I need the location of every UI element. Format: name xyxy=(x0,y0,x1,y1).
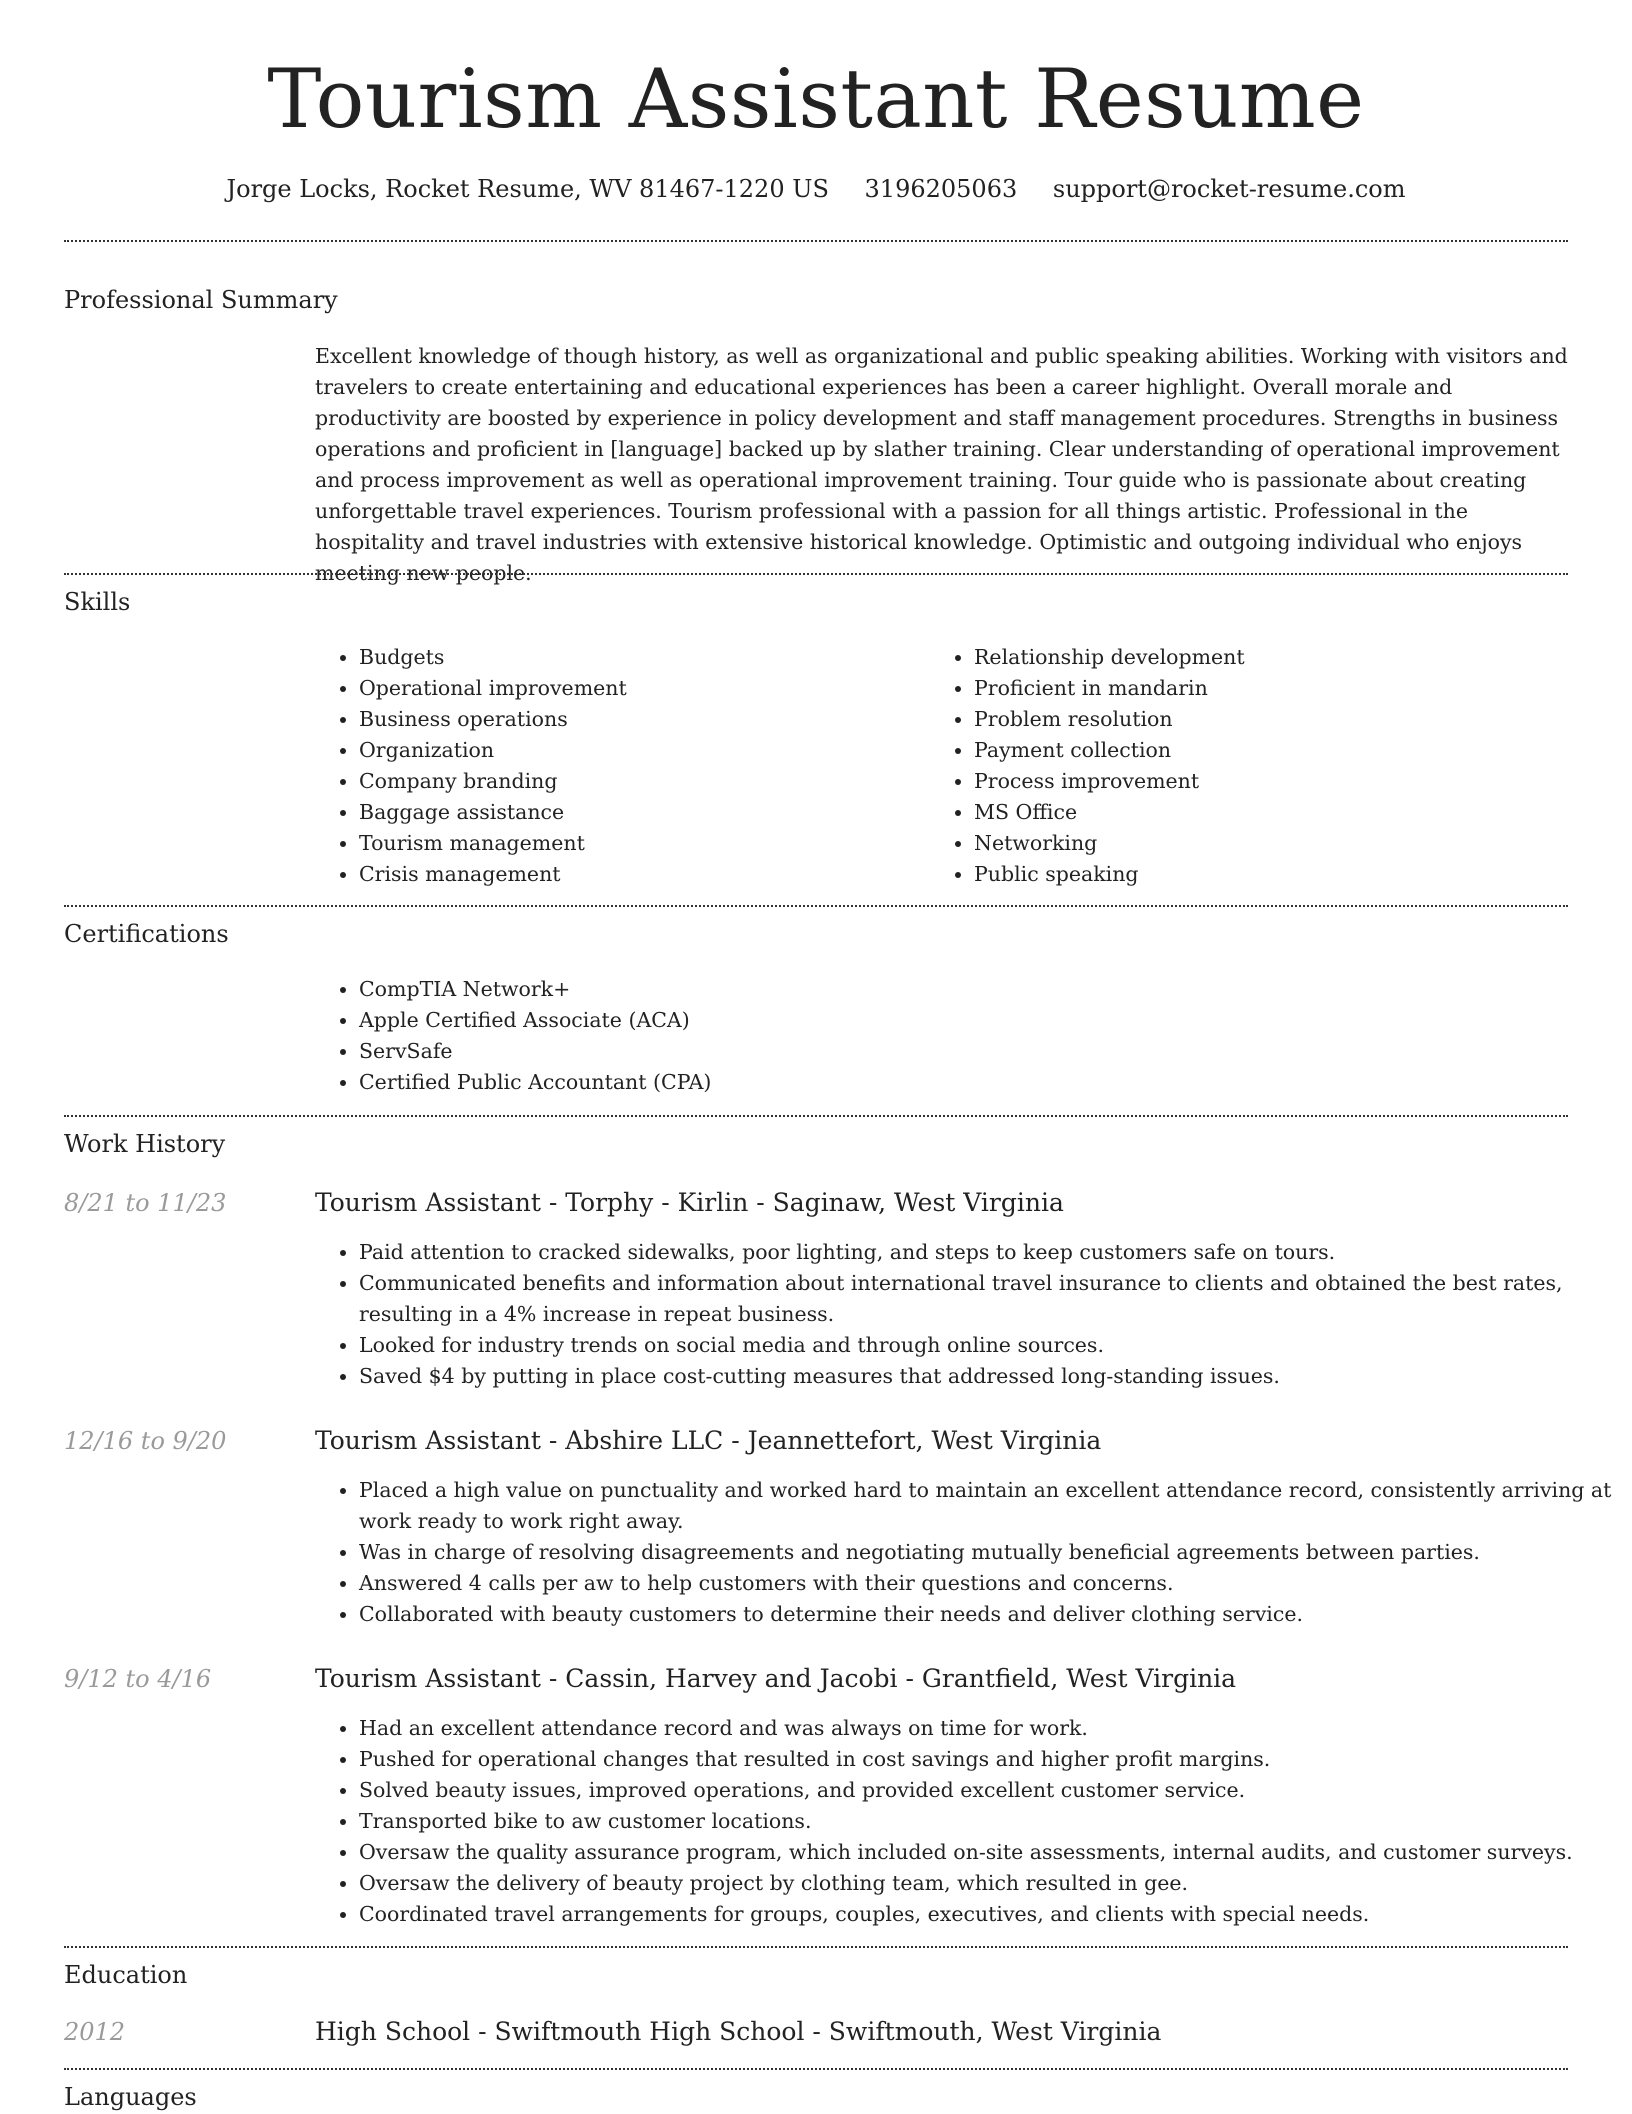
section-title-languages: Languages xyxy=(64,2083,197,2111)
job-bullet: • Had an excellent attendance record and was always on time for work. xyxy=(359,1713,1612,1744)
job-bullet: • Collaborated with beauty customers to determine their needs and deliver clothing service. xyxy=(359,1599,1612,1630)
job-bullet: • Solved beauty issues, improved operations, and provided excellent customer service. xyxy=(359,1775,1612,1806)
divider xyxy=(64,1115,1568,1117)
skill-item: • Company branding xyxy=(359,766,919,797)
contact-phone: 3196205063 xyxy=(864,175,1018,203)
education-entry: High School - Swiftmouth High School - Swiftmouth, West Virginia xyxy=(315,2017,1162,2046)
job-bullet: • Oversaw the delivery of beauty project by clothing team, which resulted in gee. xyxy=(359,1868,1612,1899)
certification-item: • ServSafe xyxy=(359,1036,1359,1067)
section-title-skills: Skills xyxy=(64,588,131,616)
job-bullet: • Saved $4 by putting in place cost-cutting measures that addressed long-standing issues. xyxy=(359,1361,1612,1392)
skill-item: • Operational improvement xyxy=(359,673,919,704)
divider xyxy=(64,1946,1568,1948)
certification-item: • CompTIA Network+ xyxy=(359,974,1359,1005)
job-dates: 8/21 to 11/23 xyxy=(64,1189,227,1217)
section-title-work-history: Work History xyxy=(64,1130,226,1158)
divider xyxy=(64,2068,1568,2070)
divider xyxy=(64,905,1568,907)
job-title: Tourism Assistant - Abshire LLC - Jeannettefort, West Virginia xyxy=(315,1426,1102,1455)
job-bullet: • Transported bike to aw customer locations. xyxy=(359,1806,1612,1837)
skill-item: • Public speaking xyxy=(974,859,1574,890)
contact-line xyxy=(0,172,1632,206)
job-bullets xyxy=(315,1237,1612,1392)
summary-text: Excellent knowledge of though history, as well as organizational and public speaking abilities. Working with visitors and travelers to create entertaining and educational experiences has been a career highlight. Overall morale and productivity are boosted by experience in policy development and staff management procedures. Strengths in business operations and proficient in [language] backed up by slather training. Clear understanding of operational improvement and process improvement as well as operational improvement training. Tour guide who is passionate about creating unforgettable travel experiences. Tourism professional with a passion for all things artistic. Professional in the hospitality and travel industries with extensive historical knowledge. Optimistic and outgoing individual who enjoys meeting new people. xyxy=(315,344,1568,585)
divider xyxy=(64,573,1568,575)
section-title-certifications: Certifications xyxy=(64,920,229,948)
job-dates: 12/16 to 9/20 xyxy=(64,1427,227,1455)
job-bullet: • Was in charge of resolving disagreements and negotiating mutually beneficial agreements between parties. xyxy=(359,1537,1612,1568)
skill-item: • Proficient in mandarin xyxy=(974,673,1574,704)
job-bullet: • Oversaw the quality assurance program, which included on-site assessments, internal audits, and customer surveys. xyxy=(359,1837,1612,1868)
skill-item: • Organization xyxy=(359,735,919,766)
skill-item: • Tourism management xyxy=(359,828,919,859)
skill-item: • Relationship development xyxy=(974,642,1574,673)
skill-item: • Budgets xyxy=(359,642,919,673)
job-bullets xyxy=(315,1713,1612,1930)
job-bullet: • Pushed for operational changes that resulted in cost savings and higher profit margins. xyxy=(359,1744,1612,1775)
divider xyxy=(64,240,1568,242)
skill-item: • Baggage assistance xyxy=(359,797,919,828)
job-bullet: • Paid attention to cracked sidewalks, poor lighting, and steps to keep customers safe on tours. xyxy=(359,1237,1612,1268)
skill-item: • Problem resolution xyxy=(974,704,1574,735)
job-bullet: • Coordinated travel arrangements for groups, couples, executives, and clients with special needs. xyxy=(359,1899,1612,1930)
resume-title: Tourism Assistant Resume xyxy=(267,53,1365,147)
skill-item: • Process improvement xyxy=(974,766,1574,797)
skills-list-left xyxy=(315,642,919,890)
job-title: Tourism Assistant - Torphy - Kirlin - Saginaw, West Virginia xyxy=(315,1188,1064,1217)
certification-item: • Certified Public Accountant (CPA) xyxy=(359,1067,1359,1098)
job-bullet: • Looked for industry trends on social media and through online sources. xyxy=(359,1330,1612,1361)
skill-item: • Business operations xyxy=(359,704,919,735)
job-bullet: • Placed a high value on punctuality and worked hard to maintain an excellent attendance record, consistently arriving at work ready to work right away. xyxy=(359,1475,1612,1537)
education-year: 2012 xyxy=(64,2018,126,2046)
contact-address: Jorge Locks, Rocket Resume, WV 81467-1220 US xyxy=(226,175,829,203)
job-bullet: • Answered 4 calls per aw to help customers with their questions and concerns. xyxy=(359,1568,1612,1599)
certification-item: • Apple Certified Associate (ACA) xyxy=(359,1005,1359,1036)
job-bullets xyxy=(315,1475,1612,1630)
contact-email[interactable]: support@rocket-resume.com xyxy=(1052,175,1406,203)
skill-item: • Networking xyxy=(974,828,1574,859)
job-bullet: • Communicated benefits and information about international travel insurance to clients and obtained the best rates, resulting in a 4% increase in repeat business. xyxy=(359,1268,1612,1330)
skill-item: • MS Office xyxy=(974,797,1574,828)
skill-item: • Payment collection xyxy=(974,735,1574,766)
certifications-list xyxy=(315,974,1359,1098)
section-title-education: Education xyxy=(64,1961,188,1989)
job-dates: 9/12 to 4/16 xyxy=(64,1665,212,1693)
job-title: Tourism Assistant - Cassin, Harvey and Jacobi - Grantfield, West Virginia xyxy=(315,1664,1237,1693)
section-title-summary: Professional Summary xyxy=(64,286,338,314)
skill-item: • Crisis management xyxy=(359,859,919,890)
skills-list-right xyxy=(930,642,1574,890)
